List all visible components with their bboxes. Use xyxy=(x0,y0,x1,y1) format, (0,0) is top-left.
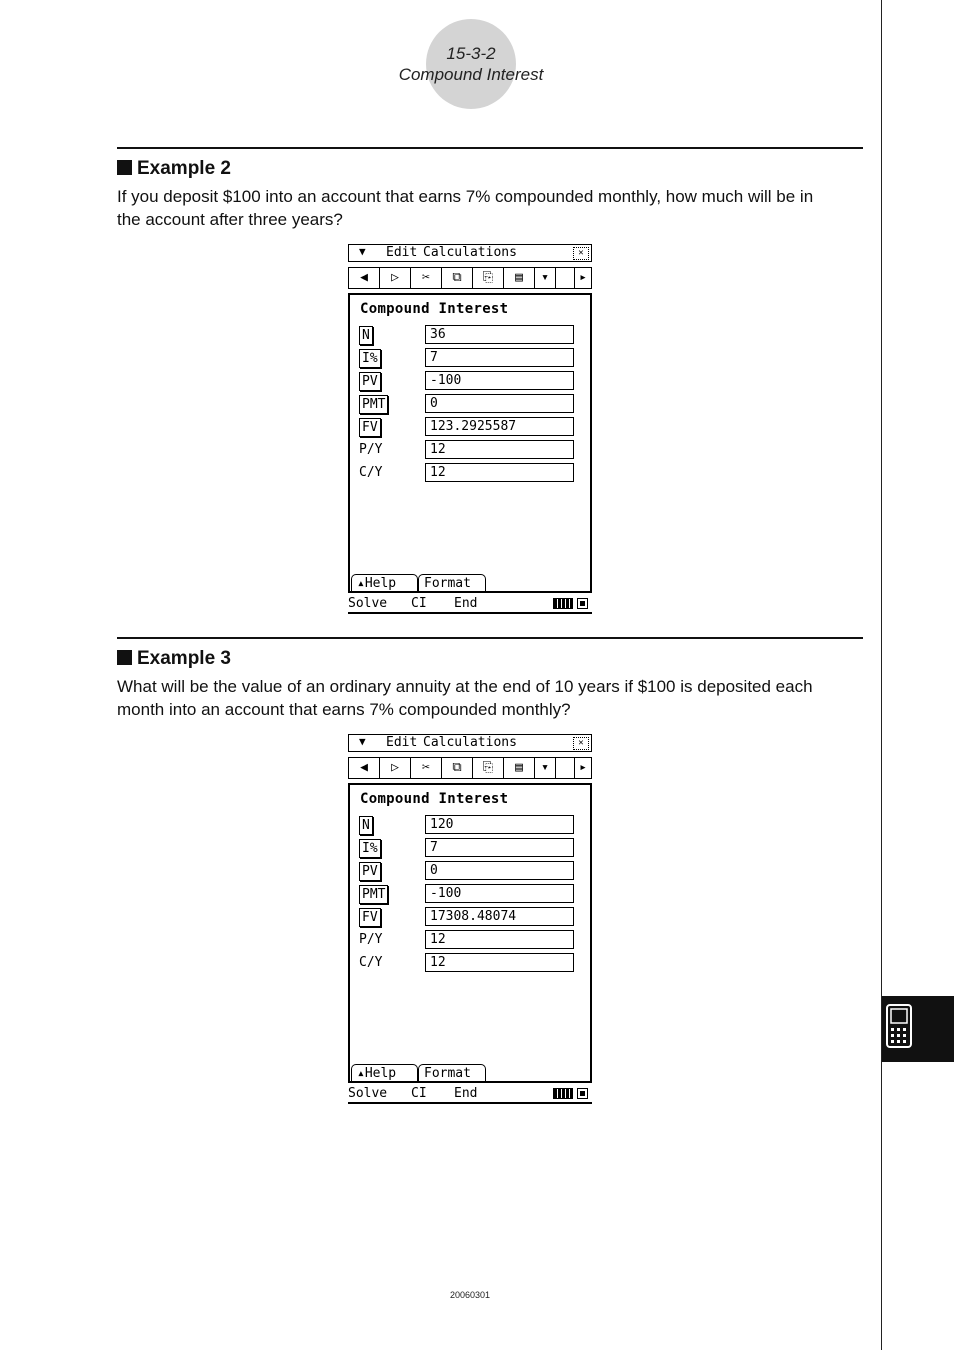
tab-format[interactable]: Format xyxy=(418,1064,486,1081)
cy-label: C/Y xyxy=(359,955,383,970)
section-title: Compound Interest xyxy=(398,65,544,84)
py-field[interactable]: 12 xyxy=(425,930,574,949)
status-end: End xyxy=(454,1086,478,1101)
interest-field[interactable]: 7 xyxy=(425,348,574,367)
pv-key[interactable]: PV xyxy=(359,862,381,881)
help-arrow-icon: ▴ xyxy=(357,1066,365,1081)
cut-icon[interactable]: ✂ xyxy=(411,268,442,288)
paste-icon[interactable]: ⎘ xyxy=(473,758,504,778)
status-ci: CI xyxy=(411,596,427,611)
pmt-field[interactable]: -100 xyxy=(425,884,574,903)
menu-wedge-icon[interactable]: ▼ xyxy=(359,245,366,258)
status-solve[interactable]: Solve xyxy=(348,596,388,611)
menu-calculations[interactable]: Calculations xyxy=(423,735,517,750)
section-number: 15-3-2 xyxy=(446,44,496,63)
status-solve[interactable]: Solve xyxy=(348,1086,388,1101)
py-label: P/Y xyxy=(359,442,383,457)
stop-icon[interactable] xyxy=(577,1088,588,1099)
fv-field[interactable]: 123.2925587 xyxy=(425,417,574,436)
n-field[interactable]: 36 xyxy=(425,325,574,344)
status-end: End xyxy=(454,596,478,611)
form-title: Compound Interest xyxy=(360,791,509,807)
form-title: Compound Interest xyxy=(360,301,509,317)
compound-interest-form xyxy=(348,783,592,1083)
menu-edit[interactable]: Edit xyxy=(386,245,418,260)
back-icon[interactable]: ◀ xyxy=(349,268,380,288)
bullet-square-icon xyxy=(117,160,132,175)
pv-field[interactable]: 0 xyxy=(425,861,574,880)
close-icon[interactable]: ✕ xyxy=(573,247,589,260)
scroll-right-icon[interactable]: ▸ xyxy=(574,268,591,288)
toolbar xyxy=(348,267,592,289)
status-ci: CI xyxy=(411,1086,427,1101)
example-description: If you deposit $100 into an account that earns 7% compounded monthly, how much will be in the account after three years? xyxy=(117,187,814,229)
execute-icon[interactable]: ▷ xyxy=(380,268,411,288)
compound-interest-form xyxy=(348,293,592,593)
bullet-square-icon xyxy=(117,650,132,665)
right-margin-rule xyxy=(881,0,882,1350)
tab-help[interactable]: ▴Help xyxy=(351,1064,418,1081)
menu-calculations[interactable]: Calculations xyxy=(423,245,517,260)
tab-format[interactable]: Format xyxy=(418,574,486,591)
battery-icon xyxy=(553,1088,573,1099)
menu-bar xyxy=(348,244,592,262)
n-key[interactable]: N xyxy=(359,816,373,835)
dropdown-icon[interactable]: ▾ xyxy=(535,758,556,778)
menu-bar xyxy=(348,734,592,752)
help-arrow-icon: ▴ xyxy=(357,576,365,591)
table-icon[interactable]: ▤ xyxy=(504,758,535,778)
section-divider xyxy=(117,637,863,639)
pv-field[interactable]: -100 xyxy=(425,371,574,390)
menu-edit[interactable]: Edit xyxy=(386,735,418,750)
execute-icon[interactable]: ▷ xyxy=(380,758,411,778)
copy-icon[interactable]: ⧉ xyxy=(442,268,473,288)
section-divider xyxy=(117,147,863,149)
cut-icon[interactable]: ✂ xyxy=(411,758,442,778)
menu-wedge-icon[interactable]: ▼ xyxy=(359,735,366,748)
example-heading: Example 2 xyxy=(117,158,231,180)
status-bar xyxy=(348,596,592,614)
close-icon[interactable]: ✕ xyxy=(573,737,589,750)
paste-icon[interactable]: ⎘ xyxy=(473,268,504,288)
py-field[interactable]: 12 xyxy=(425,440,574,459)
interest-key[interactable]: I% xyxy=(359,349,381,368)
pmt-key[interactable]: PMT xyxy=(359,395,388,414)
example-heading: Example 3 xyxy=(117,648,231,670)
fv-field[interactable]: 17308.48074 xyxy=(425,907,574,926)
table-icon[interactable]: ▤ xyxy=(504,268,535,288)
cy-field[interactable]: 12 xyxy=(425,953,574,972)
stop-icon[interactable] xyxy=(577,598,588,609)
calculator-screen xyxy=(347,244,593,618)
calculator-screen xyxy=(347,734,593,1108)
n-field[interactable]: 120 xyxy=(425,815,574,834)
chapter-tab xyxy=(882,996,954,1062)
pmt-key[interactable]: PMT xyxy=(359,885,388,904)
example-description: What will be the value of an ordinary annuity at the end of 10 years if $100 is deposited each month into an account that earns 7% compounded monthly? xyxy=(117,677,813,719)
cy-label: C/Y xyxy=(359,465,383,480)
py-label: P/Y xyxy=(359,932,383,947)
calculator-icon xyxy=(882,996,954,1062)
tab-help[interactable]: ▴Help xyxy=(351,574,418,591)
dropdown-icon[interactable]: ▾ xyxy=(535,268,556,288)
scroll-right-icon[interactable]: ▸ xyxy=(574,758,591,778)
fv-key[interactable]: FV xyxy=(359,418,381,437)
toolbar xyxy=(348,757,592,779)
pv-key[interactable]: PV xyxy=(359,372,381,391)
status-bar xyxy=(348,1086,592,1104)
footer-code: 20060301 xyxy=(449,1290,491,1300)
cy-field[interactable]: 12 xyxy=(425,463,574,482)
n-key[interactable]: N xyxy=(359,326,373,345)
interest-key[interactable]: I% xyxy=(359,839,381,858)
header-circle xyxy=(426,19,516,109)
copy-icon[interactable]: ⧉ xyxy=(442,758,473,778)
fv-key[interactable]: FV xyxy=(359,908,381,927)
back-icon[interactable]: ◀ xyxy=(349,758,380,778)
pmt-field[interactable]: 0 xyxy=(425,394,574,413)
interest-field[interactable]: 7 xyxy=(425,838,574,857)
battery-icon xyxy=(553,598,573,609)
